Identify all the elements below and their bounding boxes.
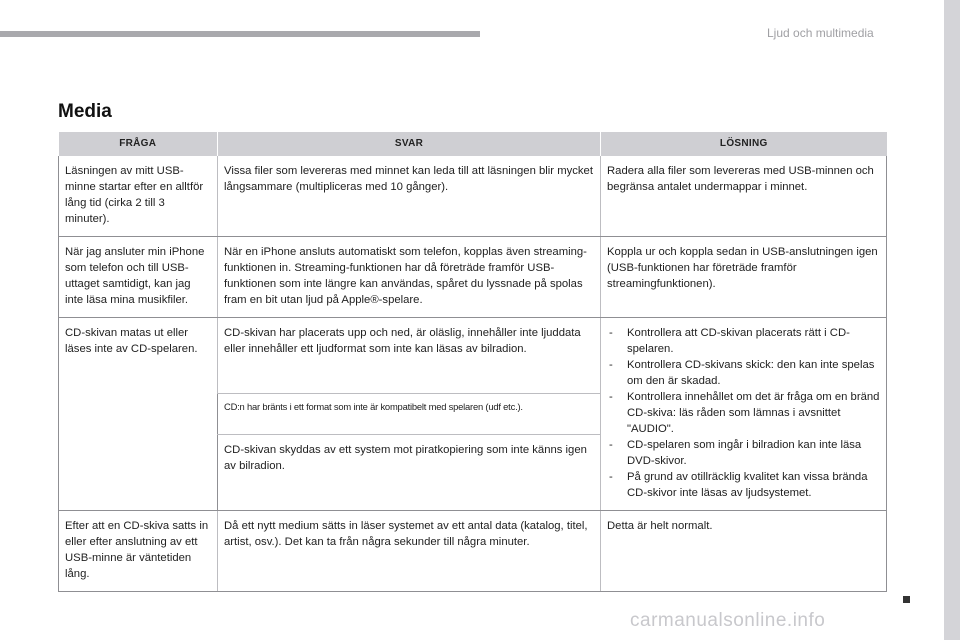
solution-cell: Detta är helt normalt. [601,511,887,592]
table-header-row [59,132,887,156]
column-header-answer: SVAR [218,132,601,156]
question-cell: När jag ansluter min iPhone som telefon och till USB-uttaget samtidigt, kan jag inte läsa mina musikfiler. [59,237,218,318]
answer-cell: Då ett nytt medium sätts in läser systemet av ett antal data (katalog, titel, artist, osv.). Det kan ta från några sekunder till några minuter. [218,511,601,592]
solution-item: - CD-spelaren som ingår i bilradion kan inte läsa DVD-skivor. [607,437,880,469]
section-header: Ljud och multimedia [767,26,874,40]
solution-item: - Kontrollera innehållet om det är fråga om en bränd CD-skiva: läs råden som lämnas i avsnittet "AUDIO". [607,389,880,437]
solution-list [607,325,880,501]
question-cell: Efter att en CD-skiva satts in eller efter anslutning av ett USB-minne är väntetiden lång. [59,511,218,592]
column-header-solution: LÖSNING [601,132,887,156]
table-row [59,318,887,394]
solution-cell: Koppla ur och koppla sedan in USB-anslutningen igen (USB-funktionen har företräde framför streamingfunktionen). [601,237,887,318]
table-row [59,156,887,237]
solution-cell [601,318,887,511]
side-strip [944,0,960,640]
answer-cell: CD:n har bränts i ett format som inte är kompatibelt med spelaren (udf etc.). [218,393,601,435]
troubleshooting-table [58,132,887,592]
end-of-section-marker [903,596,910,603]
solution-item: - Kontrollera CD-skivans skick: den kan inte spelas om den är skadad. [607,357,880,389]
top-progress-bar [0,31,480,37]
watermark: carmanualsonline.info [630,610,826,631]
question-cell: Läsningen av mitt USB-minne startar efter en alltför lång tid (cirka 2 till 3 minuter). [59,156,218,237]
table-row [59,237,887,318]
answer-cell: CD-skivan skyddas av ett system mot piratkopiering som inte känns igen av bilradion. [218,435,601,511]
table-row [59,511,887,592]
answer-cell: Vissa filer som levereras med minnet kan leda till att läsningen blir mycket långsammare (multipliceras med 10 gånger). [218,156,601,237]
solution-cell: Radera alla filer som levereras med USB-minnen och begränsa antalet undermappar i minnet. [601,156,887,237]
page-title: Media [58,101,112,122]
answer-cell: När en iPhone ansluts automatiskt som telefon, kopplas även streaming-funktionen in. Streaming-funktionen har då företräde framför USB-funktionen som inte längre kan användas, spåret du lyssnade på spolas fram en bit utan ljud på Apple®-spelare. [218,237,601,318]
solution-item: - På grund av otillräcklig kvalitet kan vissa brända CD-skivor inte läsas av ljudsystemet. [607,469,880,501]
solution-item: - Kontrollera att CD-skivan placerats rätt i CD-spelaren. [607,325,880,357]
column-header-question: FRÅGA [59,132,218,156]
answer-cell: CD-skivan har placerats upp och ned, är oläslig, innehåller inte ljuddata eller innehåller ett ljudformat som inte kan läsas av bilradion. [218,318,601,394]
question-cell: CD-skivan matas ut eller läses inte av CD-spelaren. [59,318,218,511]
